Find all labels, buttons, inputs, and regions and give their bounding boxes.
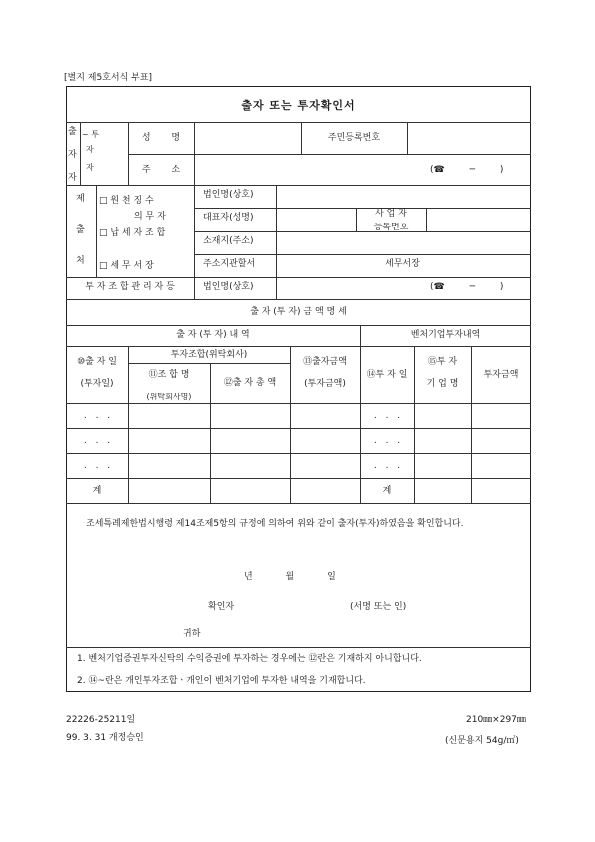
divider <box>66 453 531 454</box>
col-venture-company: ⑮투 자 <box>427 357 458 367</box>
business-number-label: 등록번호 <box>373 223 409 231</box>
divider <box>194 185 195 299</box>
divider <box>128 346 129 503</box>
manager-corp-name-label: 법인명(상호) <box>203 282 254 292</box>
divider <box>194 254 531 255</box>
col-venture-company-sub: 기 업 명 <box>426 379 459 389</box>
submitter-side-label: 출 <box>76 225 85 235</box>
withholding-checkbox-sub: 의 무 자 <box>134 212 166 222</box>
investor-side-label: 자 <box>68 150 77 160</box>
col-venture-amount: 투자금액 <box>483 370 519 380</box>
investor-address-label: 주 소 <box>141 165 181 175</box>
investor-side-label: 자 <box>68 173 77 183</box>
form-title: 출자 또는 투자확인서 <box>241 99 356 112</box>
col-investment-amount-sub: (투자금액) <box>304 379 346 389</box>
total-label: 계 <box>382 486 392 496</box>
divider <box>128 363 290 364</box>
withholding-checkbox[interactable]: □ 원 천 징 수 <box>99 196 154 206</box>
divider <box>194 122 195 185</box>
form-number-label: [별지 제5호서식 부표] <box>64 73 153 83</box>
corp-name-label: 법인명(상호) <box>203 190 254 200</box>
divider <box>290 346 291 503</box>
col-investment-date: ⑩출 자 일 <box>77 357 117 367</box>
col-investment-amount: ⑬출자금액 <box>303 357 347 367</box>
manager-label: 투 자 조 합 관 리 자 등 <box>85 282 175 292</box>
investor-side-sub: 자 <box>86 145 94 154</box>
divider <box>66 299 531 300</box>
date-placeholder: . . . <box>83 411 111 421</box>
signature-label: (서명 또는 인) <box>350 602 407 612</box>
form-frame <box>66 86 531 692</box>
divider <box>80 122 81 185</box>
tax-office-checkbox[interactable]: □ 세 무 서 장 <box>99 261 154 271</box>
date-placeholder: . . . <box>83 461 111 471</box>
divider <box>66 403 531 404</box>
footer-paper-size: 210㎜×297㎜ <box>466 715 526 725</box>
divider <box>414 346 415 503</box>
divider <box>194 231 531 232</box>
footer-form-number: 22226-25211일 <box>66 715 136 725</box>
divider <box>471 346 472 503</box>
date-placeholder: . . . <box>373 436 401 446</box>
footer-paper-type: (신문용지 54g/㎡) <box>445 736 519 746</box>
divider <box>66 346 531 347</box>
note-item: 2. ⑭~란은 개인투자조합ㆍ개인이 벤처기업에 투자한 내역을 기재합니다. <box>77 676 366 686</box>
investor-side-sub: ~ 투 <box>82 130 99 139</box>
col-investment-date-sub: (투자일) <box>80 379 114 389</box>
divider <box>66 325 531 326</box>
divider <box>66 503 531 504</box>
col-partnership-name-sub: (위탁회사명) <box>146 393 192 401</box>
divider <box>66 647 531 648</box>
representative-label: 대표자(성명) <box>203 213 254 223</box>
divider <box>96 185 97 277</box>
investor-phone-format: (☎ ─ ) <box>430 165 504 175</box>
confirmer-label: 확인자 <box>208 602 235 612</box>
note-item: 1. 벤처기업증권투자신탁의 수익증권에 투자하는 경우에는 ⑫란은 기재하지 아니합니다. <box>77 654 422 664</box>
divider <box>66 277 531 278</box>
divider <box>128 122 129 185</box>
confirmation-text: 조세특례제한법시행령 제14조제5항의 규정에 의하여 위와 같이 출자(투자)하였음을 확인합니다. <box>86 519 464 529</box>
divider <box>407 122 408 154</box>
divider <box>194 208 531 209</box>
col-venture-date: ⑭투 자 일 <box>366 370 408 380</box>
divider <box>66 428 531 429</box>
manager-phone-format: (☎ ─ ) <box>430 282 504 292</box>
col-total-amount: ⑫출 자 총 액 <box>223 378 277 388</box>
date-placeholder: . . . <box>373 461 401 471</box>
partnership-checkbox[interactable]: □ 납 세 자 조 합 <box>99 228 166 238</box>
total-label: 계 <box>92 486 102 496</box>
divider <box>426 208 427 231</box>
divider <box>66 185 531 186</box>
divider <box>66 478 531 479</box>
investor-side-label: 출 <box>68 127 77 137</box>
investor-rrn-label: 주민등록번호 <box>327 133 381 143</box>
divider <box>66 122 531 123</box>
investment-detail-header: 출 자 (투 자) 내 역 <box>176 330 250 340</box>
submitter-side-label: 처 <box>76 256 85 266</box>
col-partnership-group: 투자조합(위탁회사) <box>170 350 248 360</box>
location-label: 소재지(주소) <box>203 236 254 246</box>
jurisdiction-label: 주소지관할서 <box>203 259 256 269</box>
investor-name-label: 성 명 <box>141 133 181 143</box>
business-number-label: 사 업 자 <box>375 209 407 219</box>
details-section-title: 출 자 (투 자) 금 액 명 세 <box>250 307 347 317</box>
recipient-label: 귀하 <box>183 629 201 639</box>
col-partnership-name: ⑪조 합 명 <box>148 370 190 380</box>
footer-approval: 99. 3. 31 개정승인 <box>66 733 144 743</box>
tax-office-suffix: 세무서장 <box>385 259 420 269</box>
confirmation-date: 년 월 일 <box>244 572 336 582</box>
date-placeholder: . . . <box>373 411 401 421</box>
venture-investment-header: 벤처기업투자내역 <box>410 330 481 340</box>
date-placeholder: . . . <box>83 436 111 446</box>
investor-side-sub: 자 <box>86 163 94 172</box>
submitter-side-label: 제 <box>76 194 85 204</box>
divider <box>276 185 277 299</box>
divider <box>128 154 531 155</box>
